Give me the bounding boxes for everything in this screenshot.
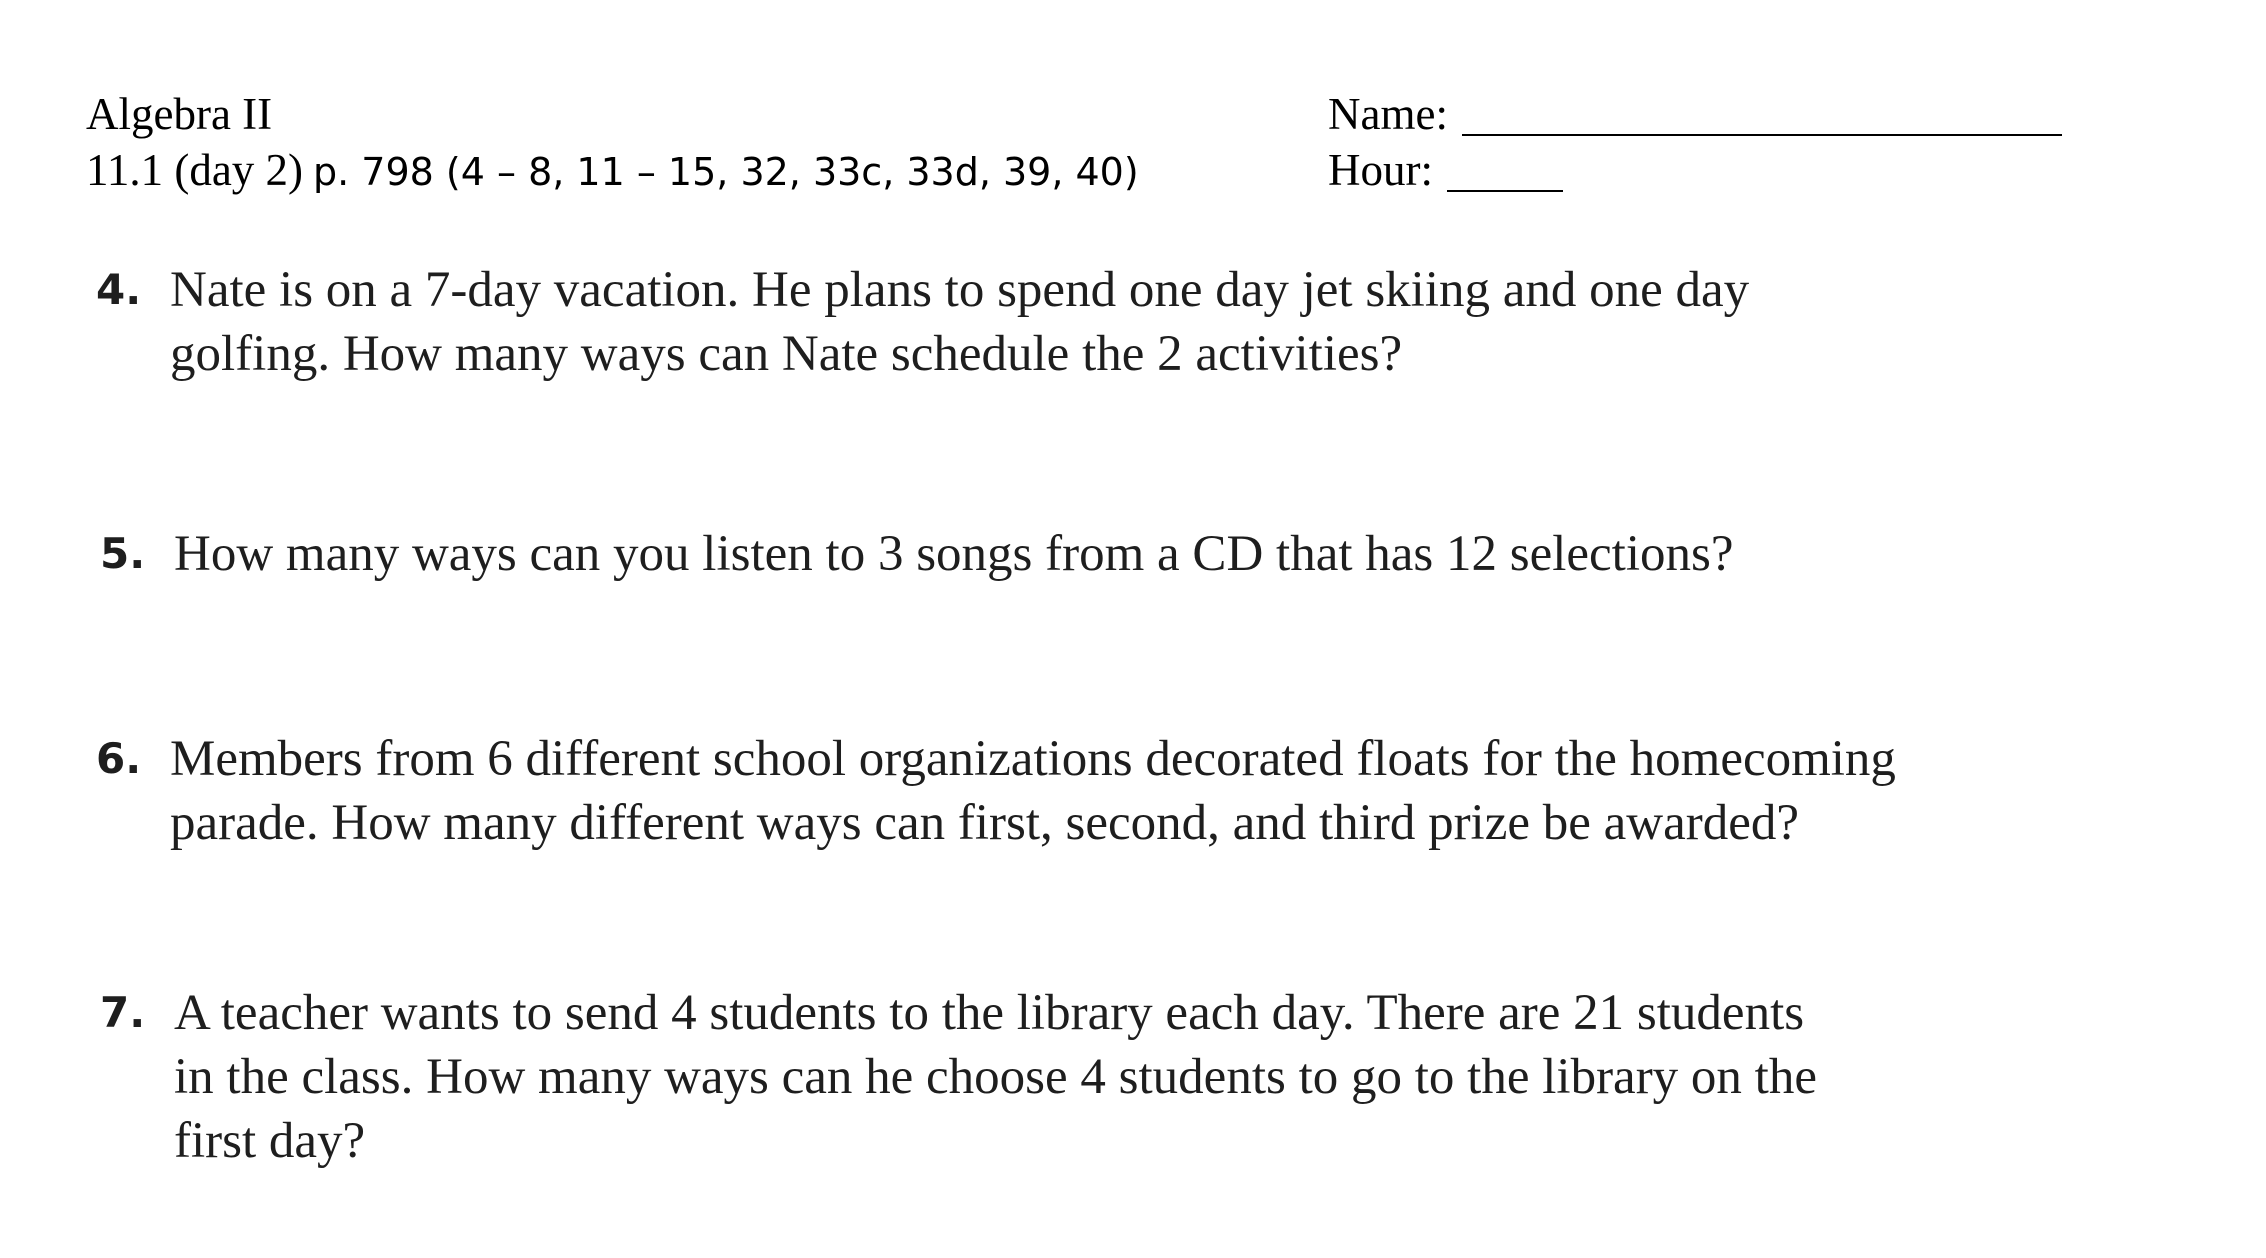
problem-line: A teacher wants to send 4 students to the library each day. There are 21 students <box>174 985 1805 1041</box>
hour-field <box>1328 142 2062 198</box>
problem-line: in the class. How many ways can he choose 4 students to go to the library on the <box>174 1049 1817 1105</box>
hour-label: Hour: <box>1328 145 1433 195</box>
section-number: 11.1 (day 2) <box>86 145 304 195</box>
problem-7 <box>100 981 2050 1173</box>
problem-number: 5. <box>100 529 146 578</box>
problem-line: parade. How many different ways can first, second, and third prize be awarded? <box>170 795 1799 851</box>
course-title: Algebra II <box>86 89 273 139</box>
problem-line: Nate is on a 7-day vacation. He plans to spend one day jet skiing and one day <box>170 262 1750 318</box>
name-label: Name: <box>1328 89 1448 139</box>
problem-text <box>170 258 2050 386</box>
problem-number: 6. <box>96 734 142 783</box>
hour-blank[interactable] <box>1447 146 1563 192</box>
problem-number: 7. <box>100 988 146 1037</box>
problem-5 <box>100 522 2000 586</box>
name-blank[interactable] <box>1462 90 2062 136</box>
assignment-line <box>86 142 1139 200</box>
name-field <box>1328 86 2062 142</box>
problem-6 <box>96 727 2146 855</box>
problem-line: first day? <box>174 1113 366 1169</box>
problem-line: How many ways can you listen to 3 songs from a CD that has 12 selections? <box>174 526 1734 582</box>
problem-number: 4. <box>96 265 142 314</box>
problem-text <box>174 522 2054 586</box>
worksheet-header-left <box>86 86 1139 200</box>
assignment-pages: p. 798 (4 – 8, 11 – 15, 32, 33c, 33d, 39, 40) <box>313 150 1139 194</box>
problem-line: golfing. How many ways can Nate schedule the 2 activities? <box>170 326 1403 382</box>
problem-text <box>174 981 2074 1173</box>
problem-line: Members from 6 different school organizations decorated floats for the homecoming <box>170 731 1896 787</box>
student-info <box>1328 86 2062 198</box>
problem-4 <box>96 258 1996 386</box>
problem-text <box>170 727 2210 855</box>
